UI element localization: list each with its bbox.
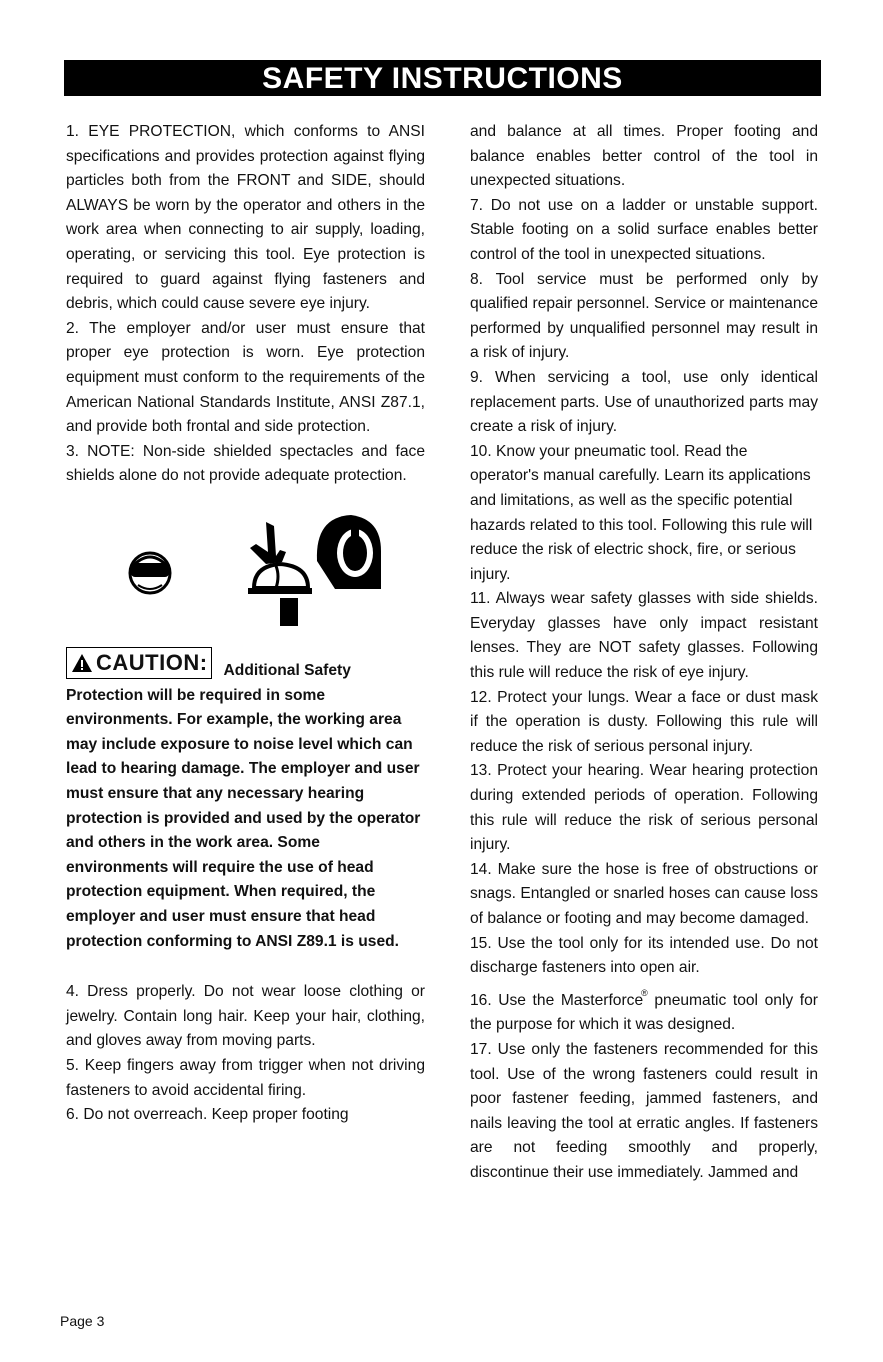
instruction-17: 17. Use only the fasteners recommended for this tool. Use of the wrong fasteners could result in poor fastener feeding, jammed fasteners, and nails leaving the tool at erratic angles. If fasteners are not feeding smoothly and properly, discontinue their use immediately. Jammed and	[470, 1040, 818, 1181]
caution-label: CAUTION:	[96, 649, 208, 675]
left-column	[66, 120, 425, 1128]
hard-hat-icon	[246, 522, 316, 628]
instruction-13: 13. Protect your hearing. Wear hearing protection during extended periods of operation. Following this rule will reduce the risk of serious personal injury.	[470, 762, 818, 854]
instruction-10: 10. Know your pneumatic tool. Read the operator's manual carefully. Learn its applications and limitations, as well as the specific potential hazards related to this tool. Following this rule will reduce the risk of electric shock, fire, or serious injury.	[470, 442, 813, 583]
instruction-14: 14. Make sure the hose is free of obstructions or snags. Entangled or snarled hoses can cause loss of balance or footing and may become damaged.	[470, 860, 818, 927]
caution-tail: Additional Safety	[223, 662, 351, 680]
instruction-16	[470, 981, 818, 1038]
safety-pictograms	[66, 497, 425, 637]
instruction-7: 7. Do not use on a ladder or unstable support. Stable footing on a solid surface enables better control of the tool in unexpected situations.	[470, 196, 818, 263]
ear-protection-icon	[311, 511, 383, 593]
instruction-15: 15. Use the tool only for its intended use. Do not discharge fasteners into open air.	[470, 934, 818, 977]
instruction-5: 5. Keep fingers away from trigger when not driving fasteners to avoid accidental firing.	[66, 1056, 425, 1099]
caution-box	[66, 647, 212, 679]
instruction-1: 1. EYE PROTECTION, which conforms to ANSI specifications and provides protection against flying particles both from the FRONT and SIDE, should ALWAYS be worn by the operator and others in the work area when connecting to air supply, loading, operating, or servicing this tool. Eye protection is required to guard against flying fasteners and debris, which could cause severe eye injury.	[66, 123, 425, 313]
caution-text: Protection will be required in some environments. For example, the working area may include exposure to noise level which can lead to hearing damage. The employer and user must ensure that any necessary hearing protection is provided and used by the operator and others in the work area. Some environments will require the use of head protection equipment. When required, the employer and user must ensure that head protection conforming to ANSI Z89.1 is used.	[66, 686, 421, 950]
instruction-11: 11. Always wear safety glasses with side shields. Everyday glasses have only impact resistant lenses. They are NOT safety glasses. Following this rule will reduce the risk of eye injury.	[470, 590, 818, 682]
instruction-16-suffix: pneumatic tool only for the purpose for which it was designed.	[470, 991, 818, 1034]
instruction-12: 12. Protect your lungs. Wear a face or dust mask if the operation is dusty. Following this rule will reduce the risk of serious personal injury.	[470, 688, 818, 755]
instruction-9: 9. When servicing a tool, use only identical replacement parts. Use of unauthorized parts may create a risk of injury.	[470, 368, 818, 436]
instruction-16-prefix: 16. Use the Masterforce	[470, 991, 644, 1009]
registered-mark: ®	[641, 987, 648, 998]
instruction-6-cont: and balance at all times. Proper footing and balance enables better control of the tool in unexpected situations.	[470, 123, 818, 190]
right-column	[470, 120, 818, 1186]
page-title: SAFETY INSTRUCTIONS	[64, 60, 821, 96]
warning-triangle-icon	[71, 653, 93, 673]
instruction-3: 3. NOTE: Non-side shielded spectacles and face shields alone do not provide adequate protection.	[66, 442, 425, 485]
instruction-8: 8. Tool service must be performed only by qualified repair personnel. Service or maintenance performed by unqualified personnel may result in a risk of injury.	[470, 270, 818, 362]
caution-section	[66, 647, 425, 954]
safety-goggles-icon	[128, 539, 172, 603]
instruction-6: 6. Do not overreach. Keep proper footing	[66, 1106, 349, 1124]
page-number: Page 3	[60, 1313, 105, 1329]
instruction-4: 4. Dress properly. Do not wear loose clothing or jewelry. Contain long hair. Keep your hair, clothing, and gloves away from moving parts.	[66, 983, 425, 1050]
instruction-2: 2. The employer and/or user must ensure that proper eye protection is worn. Eye protection equipment must conform to the requirements of the American National Standards Institute, ANSI Z87.1, and provide both frontal and side protection.	[66, 319, 425, 436]
